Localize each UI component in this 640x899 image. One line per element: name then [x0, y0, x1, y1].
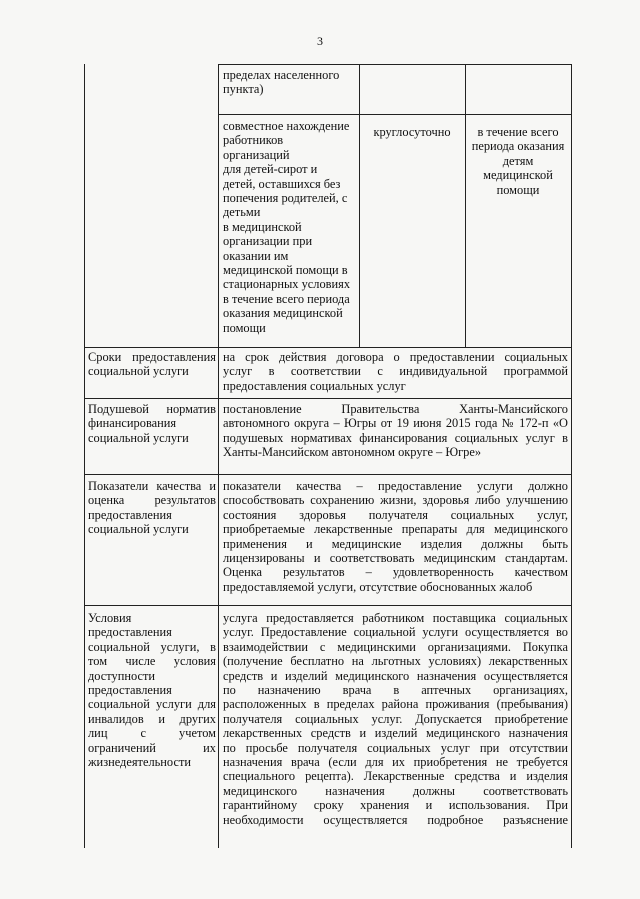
service-description-line: помощи	[223, 320, 266, 335]
row-content-line: Оценка результатов – удовлетворенность качеством	[223, 565, 568, 580]
row-content-line: средств и изделий медицинского назначения осуществляется	[223, 668, 568, 683]
row-label-line: жизнедеятельности	[88, 755, 191, 769]
row-content-line: расположенных в пределах района проживания (пребывания)	[223, 697, 568, 712]
row-label-line: Показатели качества и	[88, 479, 216, 493]
service-term-line: в течение всего	[477, 125, 559, 139]
row-content-line: медицинского назначения должны соответствовать	[223, 783, 568, 798]
row-separator	[84, 605, 572, 606]
row-label-line: предоставления	[88, 625, 172, 640]
row-separator	[84, 474, 572, 475]
service-frequency: круглосуточно	[373, 125, 451, 139]
service-description-line: детьми	[223, 205, 261, 220]
row-label-line: финансирования	[88, 416, 177, 431]
service-term-line: периода оказания	[471, 139, 565, 154]
row-label-line: лиц с учетом	[88, 726, 216, 741]
row-separator	[84, 347, 572, 348]
column-divider	[218, 64, 219, 848]
service-description-line: организации при	[223, 234, 313, 249]
service-description-line: оказании им	[223, 248, 289, 263]
service-term-line: медицинской	[483, 168, 553, 183]
row-content-line: услуг. Предоставление социальной услуги осуществляется во	[223, 625, 568, 640]
row-label-line: Подушевой норматив	[88, 402, 216, 416]
row-content-line: предоставления социальных услуг	[223, 378, 406, 393]
row-content-line: постановление Правительства Ханты-Мансийского	[223, 402, 568, 416]
row-label-line: ограничений их	[88, 740, 216, 755]
row-content-line: (получение бесплатно на льготных условиях) лекарственных	[223, 654, 568, 669]
service-description-line: попечения родителей, с	[223, 191, 348, 205]
row-content-line: услуг в соответствии с индивидуальной программой	[223, 364, 568, 379]
row-content-line: необходимости осуществляется подробное разъяснение	[223, 812, 568, 827]
row-content-line: услуга предоставляется работником поставщика социальных	[223, 611, 568, 625]
row-content-line: показатели качества – предоставление услуги должно	[223, 479, 568, 493]
row-label-line: социальной услуги	[88, 430, 189, 445]
service-description-line: в течение всего периода	[223, 291, 350, 306]
row-content-line: способствовать сохранению жизни, здоровья либо улучшению	[223, 493, 568, 508]
service-description-line: детей, оставшихся без	[223, 176, 341, 191]
row-content-line: по назначению врача в аптечных организациях,	[223, 683, 568, 697]
row-content-line: предоставляемой услуги, отсутствие обоснованных жалоб	[223, 579, 533, 594]
row-label-line: том числе условия	[88, 654, 216, 669]
service-description-line: совместное нахождение	[223, 119, 350, 133]
service-description-line: в медицинской	[223, 219, 302, 234]
row-content-line: специального рецепта). Лекарственные средства и изделия	[223, 769, 568, 784]
service-description-line: работников	[223, 133, 284, 148]
row-label-line: социальной услуги	[88, 364, 189, 379]
service-description-line: оказания медицинской	[223, 306, 343, 321]
table-border-right	[571, 64, 572, 848]
row-label-line: предоставления	[88, 507, 172, 522]
row-content-line: лекарственных средств и изделий медицинского назначения	[223, 726, 568, 741]
row-label-line: инвалидов и других	[88, 711, 216, 726]
service-description-line: пределах населенного	[223, 68, 340, 82]
row-label-line: социальной услуги для	[88, 697, 216, 712]
service-description-line: организаций	[223, 147, 290, 162]
row-content-line: автономного округа – Югры от 19 июня 2015 года № 172-п «О	[223, 416, 568, 431]
row-content-line: приобретаемые лекарственные препараты для медицинского	[223, 522, 568, 537]
row-content-line: получателя социальных услуг. Допускается приобретение	[223, 711, 568, 726]
row-label-line: доступности	[88, 668, 156, 683]
row-content-line: лицензированы и соответствовать медицинским стандартам.	[223, 551, 568, 565]
row-content-line: взаимодействии с медицинскими организациями. Покупка	[223, 639, 568, 654]
row-separator	[218, 114, 572, 115]
service-description-line: для детей-сирот и	[223, 162, 318, 177]
subcolumn-divider	[465, 64, 466, 347]
service-term-line: помощи	[496, 182, 540, 197]
row-label-line: социальной услуги, в	[88, 639, 216, 654]
table-border-left	[84, 64, 85, 848]
row-content-line: на срок действия договора о предоставлении социальных	[223, 350, 568, 364]
service-description-line: медицинской помощи в	[223, 263, 348, 277]
row-label-line: Сроки предоставления	[88, 350, 216, 364]
row-label-line: предоставления	[88, 683, 172, 697]
row-content-line: Ханты-Мансийском автономном округе – Югре»	[223, 445, 482, 460]
row-separator	[84, 398, 572, 399]
row-content-line: по просьбе получателя социальных услуг при отсутствии	[223, 740, 568, 755]
subcolumn-divider	[359, 64, 360, 347]
row-label-line: оценка результатов	[88, 493, 216, 508]
row-content-line: назначения врача (если для их приобретения не требуется	[223, 755, 568, 769]
row-label-line: Условия	[88, 611, 132, 625]
row-content-line: состояния здоровья получателя социальных услуг,	[223, 507, 568, 522]
service-description-line: пункта)	[223, 82, 264, 97]
row-content-line: подушевых нормативах финансирования социальных услуг в	[223, 430, 568, 445]
service-term-line: детям	[502, 153, 534, 168]
row-label-line: социальной услуги	[88, 522, 189, 537]
row-content-line: гарантийному сроку хранения и использования. При	[223, 798, 568, 813]
page-number: 3	[317, 34, 323, 48]
table-border-top	[218, 64, 572, 65]
row-content-line: применения и медицинские изделия должны быть	[223, 536, 568, 551]
service-description-line: стационарных условиях	[223, 277, 351, 292]
